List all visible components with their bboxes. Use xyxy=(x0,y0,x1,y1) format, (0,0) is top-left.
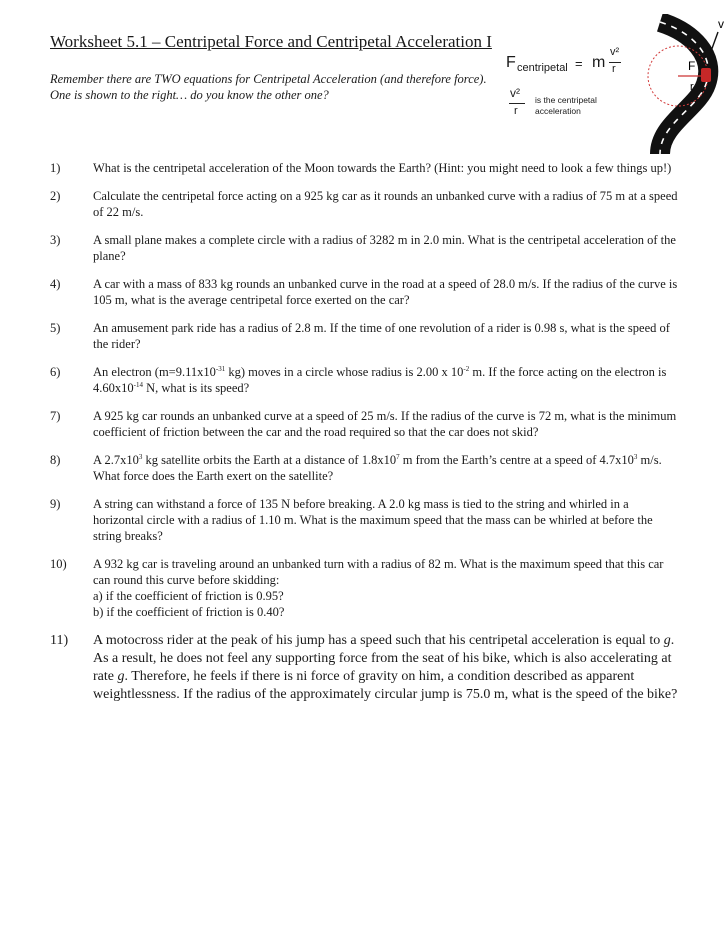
question-subpart-a: a) if the coefficient of friction is 0.95? xyxy=(93,589,284,603)
question-item xyxy=(50,188,682,220)
curved-road-figure xyxy=(630,14,728,154)
label-v: v xyxy=(718,17,724,31)
formula-equals: = xyxy=(575,56,583,71)
question-text: A small plane makes a complete circle with a radius of 3282 m in 2.0 min. What is the centripetal acceleration of the plane? xyxy=(93,233,676,263)
accel-denominator: r xyxy=(514,105,518,117)
question-number: 11) xyxy=(50,633,69,648)
accel-numerator: v² xyxy=(510,86,520,100)
centripetal-formula xyxy=(506,46,624,122)
question-item xyxy=(50,452,682,484)
accel-note-line1: is the centripetal xyxy=(535,95,597,105)
question-text: A string can withstand a force of 135 N before breaking. A 2.0 kg mass is tied to the string and whirled in a horizontal circle with a radius of 1.10 m. What is the maximum speed that the mass can be whirled at before the string breaks? xyxy=(93,497,653,543)
accel-description xyxy=(535,95,597,117)
question-item xyxy=(50,364,682,396)
question-item xyxy=(50,496,682,544)
question-number: 3) xyxy=(50,233,61,247)
question-number: 5) xyxy=(50,321,61,335)
question-number: 6) xyxy=(50,365,61,379)
road-curve xyxy=(660,22,708,154)
label-r: r xyxy=(690,81,694,93)
question-number: 4) xyxy=(50,277,61,291)
formula-numerator: v² xyxy=(610,46,620,58)
question-text: A 932 kg car is traveling around an unbanked turn with a radius of 82 m. What is the maximum speed that this car can round this curve before skidding: xyxy=(93,557,664,587)
question-text: A motocross rider at the peak of his jump has a speed such that his centripetal acceleration is equal to g. As a result, he does not feel any supporting force from the seat of his bike, which is also accelerating at rate g. Therefore, he feels if there is ni force of gravity on him, a condition described as apparent weightlessness. If the radius of the approximately circular jump is 75.0 m, what is the speed of the bike? xyxy=(93,633,678,702)
question-item xyxy=(50,160,682,176)
question-number: 8) xyxy=(50,453,61,467)
formula-subscript: centripetal xyxy=(517,62,568,74)
question-text: An amusement park ride has a radius of 2.8 m. If the time of one revolution of a rider is 0.98 s, what is the speed of the rider? xyxy=(93,321,670,351)
accel-fraction-bar xyxy=(509,103,525,104)
question-item xyxy=(50,632,682,704)
formula-force-symbol: F xyxy=(506,54,516,71)
question-list xyxy=(50,160,682,716)
worksheet-title: Worksheet 5.1 – Centripetal Force and Centripetal Acceleration I xyxy=(50,32,492,51)
question-number: 2) xyxy=(50,189,61,203)
question-item xyxy=(50,556,682,620)
question-number: 1) xyxy=(50,161,61,175)
velocity-arrow xyxy=(710,32,718,54)
intro-note: Remember there are TWO equations for Centripetal Acceleration (and therefore force). One is shown to the right… do you know the other one? xyxy=(50,72,487,102)
question-item xyxy=(50,276,682,308)
question-number: 9) xyxy=(50,497,61,511)
question-item xyxy=(50,408,682,440)
question-text: An electron ($m=9.11x10^{-31}$ kg) moves in a circle whose radius is 2.00 x $10^{-2}$ m. If the force acting on the electron is $4.60x10^{-14}$ N, what is its speed? xyxy=(93,364,667,395)
question-text: Calculate the centripetal force acting on a 925 kg car as it rounds an unbanked curve with a radius of 75 m at a speed of 22 m/s. xyxy=(93,189,678,219)
question-text: What is the centripetal acceleration of the Moon towards the Earth? (Hint: you might need to look a few things up!) xyxy=(93,161,672,175)
question-text: A 925 kg car rounds an unbanked curve at a speed of 25 m/s. If the radius of the curve is 72 m, what is the minimum coefficient of friction between the car and the road required so that the car does not skid? xyxy=(93,409,677,439)
car-marker xyxy=(701,68,711,82)
accel-note-line2: acceleration xyxy=(535,106,581,116)
question-subpart-b: b) if the coefficient of friction is 0.40? xyxy=(93,605,285,619)
question-number: 7) xyxy=(50,409,61,423)
question-item xyxy=(50,232,682,264)
question-text: A car with a mass of 833 kg rounds an unbanked curve in the road at a speed of 28.0 m/s. If the radius of the curve is 105 m, what is the average centripetal force exerted on the car? xyxy=(93,277,678,307)
formula-mass: m xyxy=(592,54,606,71)
label-f: F xyxy=(688,59,696,73)
question-text: A $2.7x10^3$ kg satellite orbits the Earth at a distance of $1.8x10^7$ m from the Earth’s centre at a speed of $4.7x10^3$ m/s. What force does the Earth exert on the satellite? xyxy=(93,452,662,483)
question-number: 10) xyxy=(50,557,67,571)
question-item xyxy=(50,320,682,352)
formula-denominator: r xyxy=(612,63,616,75)
